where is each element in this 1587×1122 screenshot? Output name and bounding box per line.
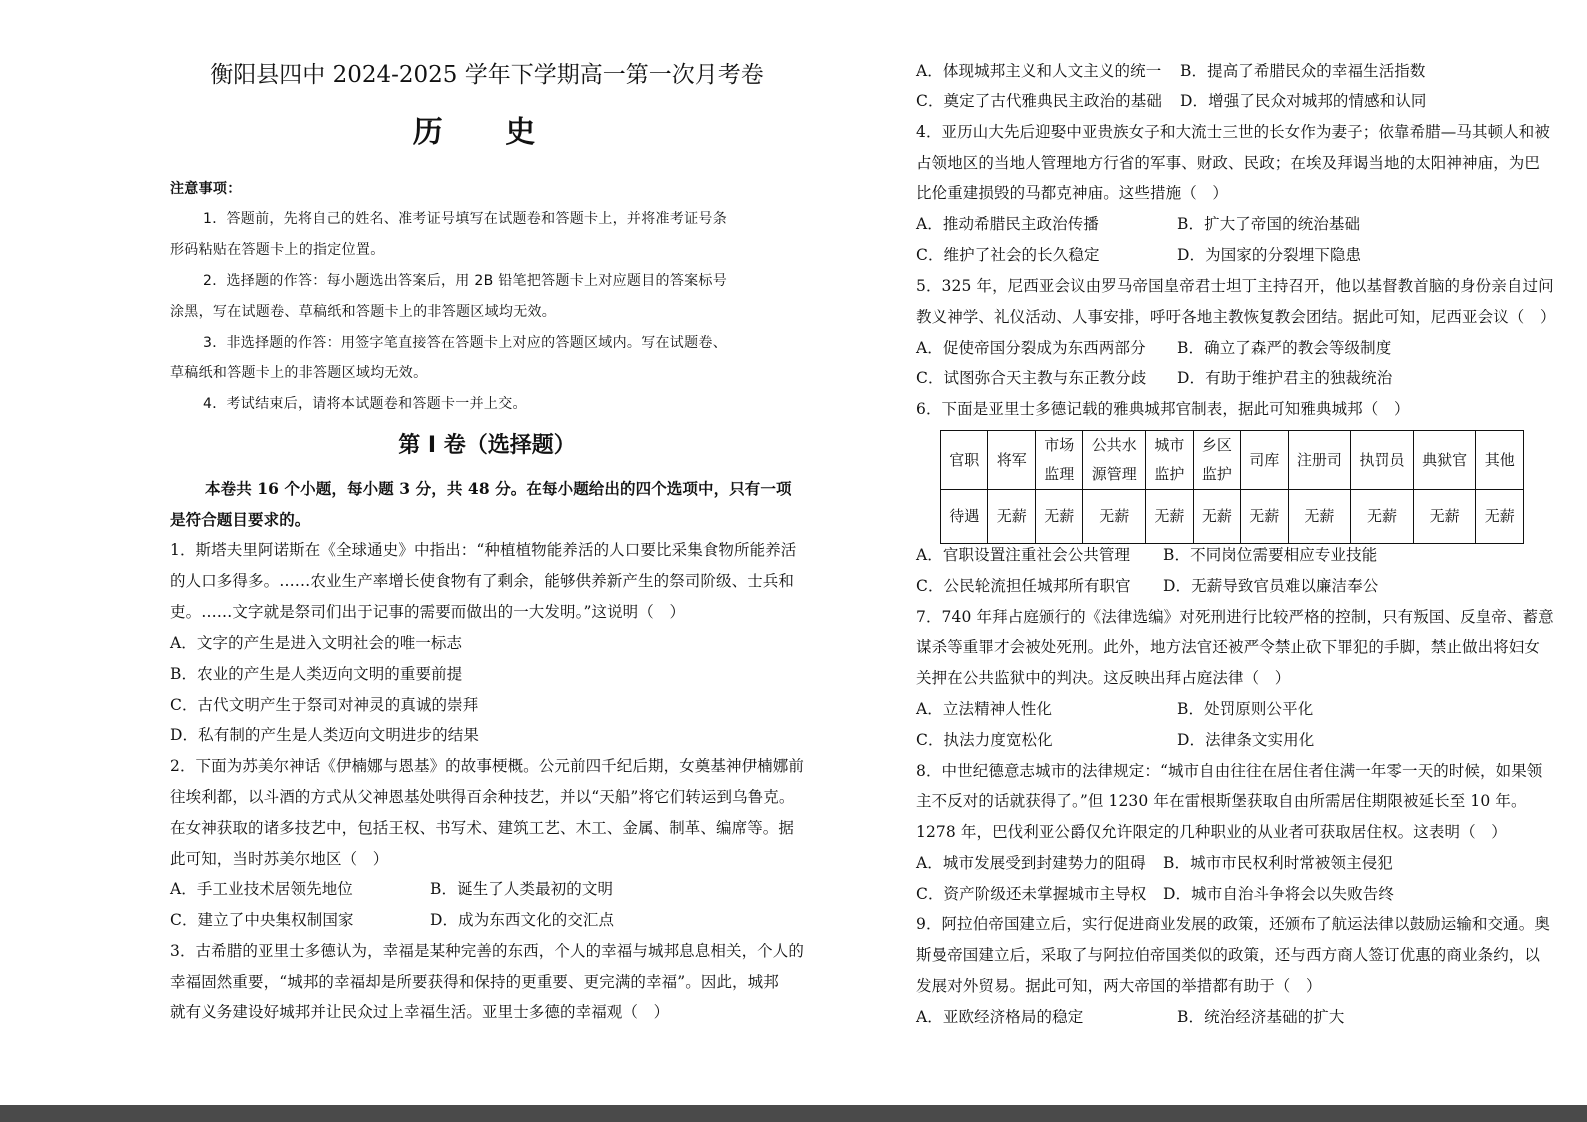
table-header-line: 市场 [1044,436,1075,454]
table-cell: 无薪 [1476,490,1524,544]
section-intro: 是符合题目要求的。 [170,510,311,529]
table-cell: 无薪 [1035,490,1082,544]
question-5-option: B．确立了森严的教会等级制度 [1177,339,1392,357]
table-header-line: 乡区 [1201,436,1232,454]
question-3-option: B．提高了希腊民众的幸福生活指数 [1180,62,1426,80]
question-1-option: C．古代文明产生于祭司对神灵的真诚的崇拜 [170,696,479,714]
table-header-row [941,431,1524,490]
table-header-line: 监护 [1201,465,1232,483]
question-9-text: 斯曼帝国建立后，采取了与阿拉伯帝国类似的政策，还与西方商人签订优惠的商业条约，以 [916,946,1541,964]
notice-line: 涂黑，写在试题卷、草稿纸和答题卡上的非答题区域均无效。 [170,304,557,320]
notice-line: 2．选择题的作答：每小题选出答案后，用 2B 铅笔把答题卡上对应题目的答案标号 [203,273,728,289]
question-9-option: A．亚欧经济格局的稳定 [916,1008,1084,1026]
question-5-text: 教义神学、礼仪活动、人事安排，呼吁各地主教恢复教会团结。据此可知，尼西亚会议（ ） [916,308,1556,326]
page-bottom-bar [0,1105,1587,1122]
question-5-option: D．有助于维护君主的独裁统治 [1177,369,1393,387]
table-header-cell: 注册司 [1288,431,1351,490]
question-2-option: A．手工业技术居领先地位 [170,880,353,898]
question-3-text: 幸福固然重要，“城邦的幸福却是所要获得和保持的更重要、更完满的幸福”。因此，城邦 [170,973,779,991]
question-9-option: B．统治经济基础的扩大 [1177,1008,1345,1026]
question-4-option: D．为国家的分裂埋下隐患 [1177,246,1362,264]
table-header-cell: 执罚员 [1351,431,1414,490]
notice-line: 形码粘贴在答题卡上的指定位置。 [170,242,385,258]
question-4-text: 4．亚历山大先后迎娶中亚贵族女子和大流士三世的长女作为妻子；依靠希腊—马其顿人和被 [916,123,1550,141]
question-4-text: 比伦重建损毁的马都克神庙。这些措施（ ） [916,184,1229,202]
question-2-text: 此可知，当时苏美尔地区（ ） [170,850,389,868]
question-4-text: 占领地区的当地人管理地方行省的军事、财政、民政；在埃及拜谒当地的太阳神神庙，为巴 [916,154,1541,172]
notice-heading: 注意事项： [170,181,242,197]
question-7-option: A．立法精神人性化 [916,700,1053,718]
question-9-text: 发展对外贸易。据此可知，两大帝国的举措都有助于（ ） [916,977,1322,995]
question-3-text: 就有义务建设好城邦并让民众过上幸福生活。亚里士多德的幸福观（ ） [170,1003,670,1021]
table-cell: 无薪 [1146,490,1193,544]
table-header-line: 城市 [1154,436,1185,454]
table-header-cell: 典狱官 [1413,431,1476,490]
question-1-option: B．农业的产生是人类迈向文明的重要前提 [170,665,463,683]
table-header-line: 公共水 [1091,436,1137,454]
question-4-option: A．推动希腊民主政治传播 [916,215,1099,233]
question-7-option: C．执法力度宽松化 [916,731,1053,749]
table-header-line: 监护 [1154,465,1185,483]
table-header-line: 源管理 [1091,465,1137,483]
question-2-option: C．建立了中央集权制国家 [170,911,354,929]
question-7-text: 7．740 年拜占庭颁行的《法律选编》对死刑进行比较严格的控制，只有叛国、反皇帝、蓄意 [916,608,1554,626]
question-5-option: C．试图弥合天主教与东正教分歧 [916,369,1147,387]
question-1-text: 1．斯塔夫里阿诺斯在《全球通史》中指出：“种植植物能养活的人口要比采集食物所能养活 [170,541,797,559]
table-cell: 无薪 [1288,490,1351,544]
table-header-cell [1083,431,1146,490]
question-3-text: 3．古希腊的亚里士多德认为，幸福是某种完善的东西，个人的幸福与城邦息息相关，个人的 [170,942,804,960]
question-6-option: D．无薪导致官员难以廉洁奉公 [1163,577,1379,595]
question-7-option: D．法律条文实用化 [1177,731,1315,749]
question-3-option: D．增强了民众对城邦的情感和认同 [1180,92,1427,110]
question-4-option: B．扩大了帝国的统治基础 [1177,215,1361,233]
question-1-text: 的人口多得多。……农业生产率增长使食物有了剩余，能够供养新产生的祭司阶级、士兵和 [170,572,795,590]
question-7-text: 关押在公共监狱中的判决。这反映出拜占庭法律（ ） [916,669,1291,687]
question-6-option: A．官职设置注重社会公共管理 [916,546,1131,564]
question-3-option: C．奠定了古代雅典民主政治的基础 [916,92,1162,110]
question-8-text: 1278 年，巴伐利亚公爵仅允许限定的几种职业的从业者可获取居住权。这表明（ ） [916,823,1507,841]
question-4-option: C．维护了社会的长久稳定 [916,246,1100,264]
question-8-option: C．资产阶级还未掌握城市主导权 [916,885,1147,903]
question-2-text: 在女神获取的诸多技艺中，包括王权、书写术、建筑工艺、木工、金属、制革、编席等。据 [170,819,795,837]
question-6-option: C．公民轮流担任城邦所有职官 [916,577,1131,595]
section-heading: 第 I 卷（选择题） [398,433,576,458]
table-cell: 无薪 [988,490,1035,544]
question-6-text: 6．下面是亚里士多德记载的雅典城邦官制表，据此可知雅典城邦（ ） [916,400,1410,418]
question-8-option: D．城市自治斗争将会以失败告终 [1163,885,1394,903]
question-7-option: B．处罚原则公平化 [1177,700,1314,718]
question-2-option: D．成为东西文化的交汇点 [430,911,615,929]
question-1-text: 吏。……文字就是祭司们出于记事的需要而做出的一大发明。”这说明（ ） [170,603,686,621]
question-5-option: A．促使帝国分裂成为东西两部分 [916,339,1146,357]
table-header-cell [1193,431,1240,490]
table-cell: 无薪 [1083,490,1146,544]
table-cell: 无薪 [1351,490,1414,544]
table-header-line: 监理 [1044,465,1075,483]
officials-table [940,430,1524,544]
question-3-option: A．体现城邦主义和人文主义的统一 [916,62,1162,80]
table-header-cell [1146,431,1193,490]
question-5-text: 5．325 年，尼西亚会议由罗马帝国皇帝君士坦丁主持召开，他以基督教首脑的身份亲自过问 [916,277,1554,295]
notice-line: 4．考试结束后，请将本试题卷和答题卡一并上交。 [203,396,527,412]
question-8-text: 主不反对的话就获得了。”但 1230 年在雷根斯堡获取自由所需居住期限被延长至 10 年。 [916,792,1527,810]
table-header-cell [1035,431,1082,490]
question-2-text: 2．下面为苏美尔神话《伊楠娜与恩基》的故事梗概。公元前四千纪后期，女奠基神伊楠娜前 [170,757,804,775]
table-cell: 无薪 [1413,490,1476,544]
notice-line: 草稿纸和答题卡上的非答题区域均无效。 [170,365,428,381]
notice-line: 3．非选择题的作答：用签字笔直接答在答题卡上对应的答题区域内。写在试题卷、 [203,335,728,351]
question-1-option: D．私有制的产生是人类迈向文明进步的结果 [170,726,479,744]
table-cell: 待遇 [941,490,988,544]
question-2-text: 往埃利都，以斗酒的方式从父神恩基处哄得百余种技艺，并以“天船”将它们转运到乌鲁克。 [170,788,795,806]
question-8-option: B．城市市民权利时常被领主侵犯 [1163,854,1393,872]
section-intro: 本卷共 16 个小题，每小题 3 分，共 48 分。在每小题给出的四个选项中，只有一项 [205,479,792,498]
table-cell: 无薪 [1241,490,1288,544]
table-cell: 无薪 [1193,490,1240,544]
exam-title: 衡阳县四中 2024-2025 学年下学期高一第一次月考卷 [210,62,764,88]
table-row [941,490,1524,544]
question-6-option: B．不同岗位需要相应专业技能 [1163,546,1378,564]
question-9-text: 9．阿拉伯帝国建立后，实行促进商业发展的政策，还颁布了航运法律以鼓励运输和交通。奥 [916,915,1550,933]
question-8-text: 8．中世纪德意志城市的法律规定：“城市自由往往在居住者住满一年零一天的时候，如果领 [916,762,1543,780]
exam-subject: 历 史 [412,115,562,150]
question-7-text: 谋杀等重罪才会被处死刑。此外，地方法官还被严令禁止砍下罪犯的手脚，禁止做出将妇女 [916,638,1541,656]
table-header-cell: 将军 [988,431,1035,490]
table-header-cell: 司库 [1241,431,1288,490]
table-header-cell: 其他 [1476,431,1524,490]
question-2-option: B．诞生了人类最初的文明 [430,880,614,898]
question-8-option: A．城市发展受到封建势力的阻碍 [916,854,1146,872]
notice-line: 1．答题前，先将自己的姓名、准考证号填写在试题卷和答题卡上，并将准考证号条 [203,211,728,227]
table-header-cell: 官职 [941,431,988,490]
question-1-option: A．文字的产生是进入文明社会的唯一标志 [170,634,463,652]
